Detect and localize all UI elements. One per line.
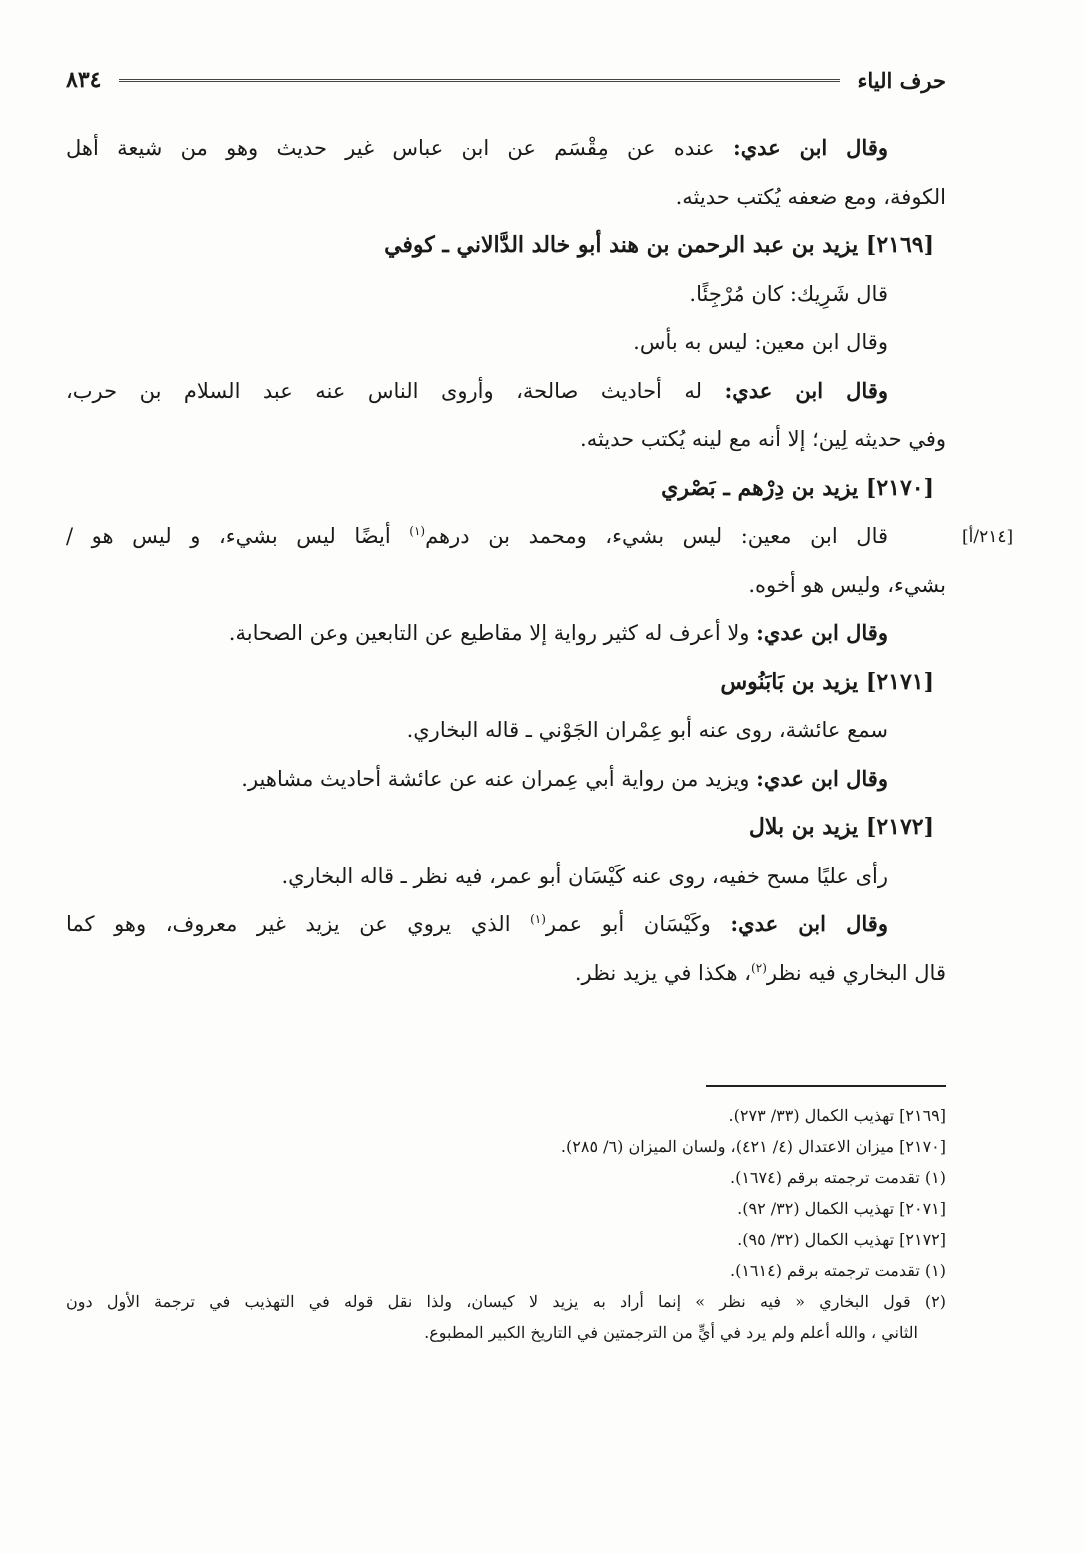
footnote: [٢١٧٢] تهذيب الكمال (٣٢/ ٩٥).	[737, 1230, 946, 1249]
footnote: (٢) قول البخاري « فيه نظر » إنما أراد به يزيد لا كيسان، ولذا نقل قوله في التهذيب في ترجمة الأول دون	[66, 1292, 946, 1311]
footnote-marker: (٢)	[751, 960, 767, 975]
section-title: حرف الياء	[857, 67, 946, 93]
text-line	[66, 609, 946, 658]
speaker-lead: وقال ابن عدي:	[732, 135, 888, 160]
text-line	[66, 949, 946, 998]
text-span: أيضًا ليس بشيء، و ليس هو /	[66, 524, 410, 548]
page-number: ٨٣٤	[66, 67, 102, 93]
running-header	[66, 60, 946, 100]
text-span: ، هكذا في يزيد نظر.	[574, 960, 752, 985]
text-span: ولا أعرف له كثير رواية إلا مقاطيع عن التابعين وعن الصحابة.	[228, 621, 757, 645]
text-line	[66, 900, 946, 949]
speaker-lead: وقال ابن عدي:	[724, 377, 888, 403]
speaker-lead: وقال ابن عدي:	[756, 620, 888, 645]
text-span: قال ابن معين: ليس بشيء، ومحمد بن درهم	[425, 524, 889, 548]
main-text	[66, 124, 946, 997]
manuscript-folio-ref: [٢١٤/أ]	[962, 527, 1014, 547]
footnote-continuation: الثاني ، والله أعلم ولم يرد في أيٍّ من الترجمتين في التاريخ الكبير المطبوع.	[424, 1323, 918, 1342]
text-line	[66, 755, 946, 804]
footnote: [٢٠٧١] تهذيب الكمال (٣٢/ ٩٢).	[737, 1199, 946, 1218]
text-line	[66, 124, 946, 173]
text-line: الكوفة، ومع ضعفه يُكتب حديثه.	[675, 184, 946, 209]
footnote-separator	[706, 1085, 946, 1087]
text-span: قال البخاري فيه نظر	[766, 960, 946, 985]
entry-heading-2171: [٢١٧١] يزيد بن بَابَنُوس	[720, 668, 934, 695]
speaker-lead: وقال ابن عدي:	[730, 911, 888, 936]
text-line: وقال ابن معين: ليس به بأس.	[633, 330, 888, 354]
footnote: (١) تقدمت ترجمته برقم (١٦١٤).	[729, 1261, 946, 1280]
speaker-lead: وقال ابن عدي:	[756, 765, 888, 791]
text-span: وكَيْسَان أبو عمر	[545, 912, 731, 936]
text-line: قال شَرِيك: كان مُرْجِئًا.	[689, 281, 888, 306]
footnote: [٢١٧٠] ميزان الاعتدال (٤/ ٤٢١)، ولسان الميزان (٦/ ٢٨٥).	[560, 1137, 946, 1156]
text-line	[66, 367, 946, 416]
footnote: [٢١٦٩] تهذيب الكمال (٣٣/ ٢٧٣).	[728, 1106, 946, 1125]
text-line: وفي حديثه لِين؛ إلا أنه مع لينه يُكتب حديثه.	[580, 427, 946, 451]
entry-heading-2170: [٢١٧٠] يزيد بن دِرْهم ـ بَصْري	[661, 474, 934, 501]
text-line	[66, 512, 946, 561]
footnote-marker: (١)	[530, 912, 546, 926]
entry-heading-2169: [٢١٦٩] يزيد بن عبد الرحمن بن هند أبو خالد الدَّالاني ـ كوفي	[384, 232, 934, 258]
text-span: الذي يروي عن يزيد غير معروف، وهو كما	[66, 912, 531, 936]
text-line: بشيء، وليس هو أخوه.	[748, 572, 946, 597]
footnote-marker: (١)	[409, 524, 426, 538]
header-rule	[119, 79, 839, 82]
text-line: سمع عائشة، روى عنه أبو عِمْران الجَوْني ـ قاله البخاري.	[406, 718, 888, 742]
text-span: له أحاديث صالحة، وأروى الناس عنه عبد السلام بن حرب،	[66, 378, 725, 403]
text-span: ويزيد من رواية أبي عِمران عنه عن عائشة أحاديث مشاهير.	[241, 766, 757, 791]
text-line: رأى عليًا مسح خفيه، روى عنه كَيْسَان أبو عمر، فيه نظر ـ قاله البخاري.	[281, 863, 888, 888]
footnote: (١) تقدمت ترجمته برقم (١٦٧٤).	[729, 1168, 946, 1187]
entry-heading-2172: [٢١٧٢] يزيد بن بلال	[748, 814, 934, 840]
text-span: عنده عن مِقْسَم عن ابن عباس غير حديث وهو من شيعة أهل	[66, 136, 733, 160]
footnotes	[66, 1100, 946, 1348]
